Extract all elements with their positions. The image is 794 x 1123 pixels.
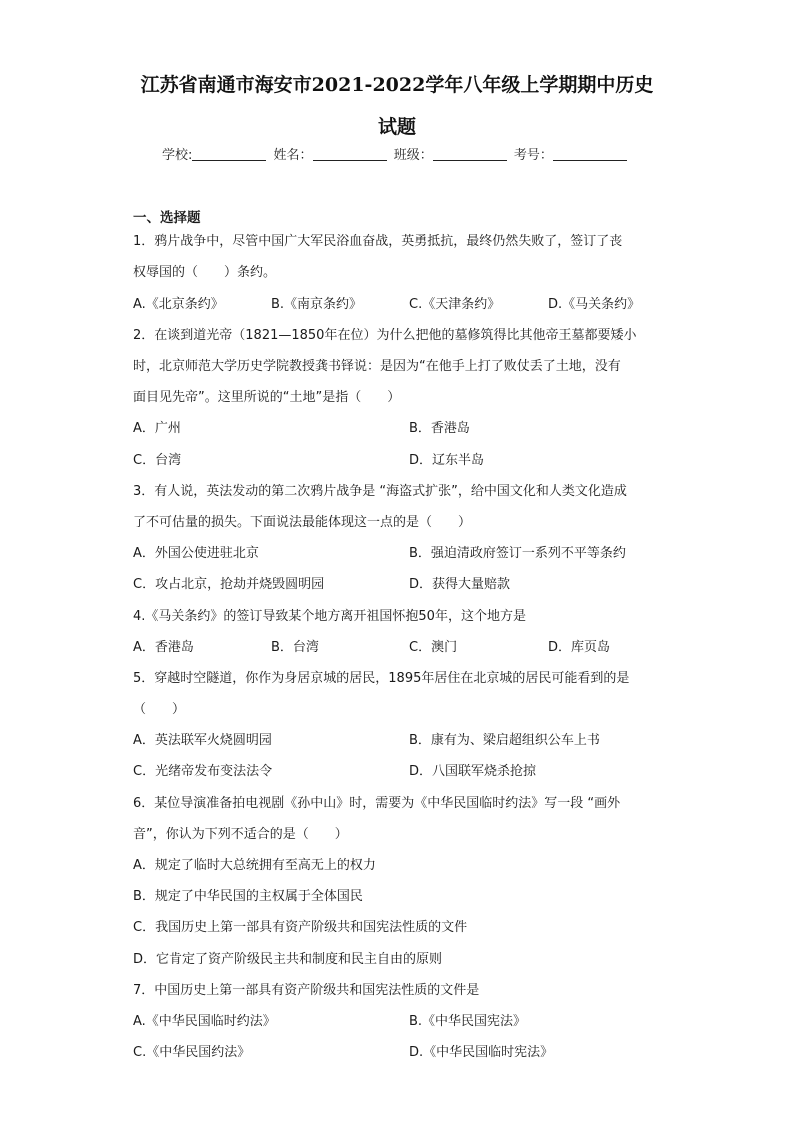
question-3-option-d: D．获得大量赔款 (409, 577, 511, 592)
question-6-option-b: B．规定了中华民国的主权属于全体国民 (133, 889, 363, 904)
exam-number-label: 考号： (513, 148, 553, 163)
student-info-row (162, 144, 630, 163)
question-6-line: 音”，你认为下列不适合的是（ ） (133, 827, 348, 842)
question-1-line: 1．鸦片战争中，尽管中国广大军民浴血奋战，英勇抵抗，最终仍然失败了，签订了丧 (133, 234, 623, 249)
question-5-option-b: B．康有为、梁启超组织公车上书 (409, 733, 600, 748)
question-3-option-a: A．外国公使进驻北京 (133, 546, 259, 561)
question-2-line: 面目见先帝”。这里所说的“土地”是指（ ） (133, 390, 401, 405)
question-6-option-a: A．规定了临时大总统拥有至高无上的权力 (133, 858, 376, 873)
question-4-option-c: C．澳门 (409, 640, 458, 655)
question-1-option-b: B.《南京条约》 (271, 297, 363, 312)
question-7-option-b: B.《中华民国宪法》 (409, 1014, 527, 1029)
class-label: 班级： (393, 148, 433, 163)
exam-title-line2: 试题 (377, 116, 416, 138)
question-1-option-c: C.《天津条约》 (409, 297, 501, 312)
exam-title-line1: 江苏省南通市海安市2021-2022学年八年级上学期期中历史 (140, 74, 654, 96)
question-7-option-a: A.《中华民国临时约法》 (133, 1014, 276, 1029)
question-5-line: 5．穿越时空隧道，你作为身居京城的居民，1895年居住在北京城的居民可能看到的是 (133, 671, 630, 686)
question-7-option-d: D.《中华民国临时宪法》 (409, 1045, 554, 1060)
question-3-line: 3．有人说，英法发动的第二次鸦片战争是 “海盗式扩张”，给中国文化和人类文化造成 (133, 484, 627, 499)
name-label: 姓名： (273, 148, 313, 163)
question-3-option-b: B．强迫清政府签订一系列不平等条约 (409, 546, 626, 561)
question-2-line: 2．在谈到道光帝（1821—1850年在位）为什么把他的墓修筑得比其他帝王墓都要矮小 (133, 328, 637, 343)
question-7-line: 7．中国历史上第一部具有资产阶级共和国宪法性质的文件是 (133, 983, 480, 998)
question-4-option-d: D．库页岛 (548, 640, 611, 655)
question-2-option-c: C．台湾 (133, 453, 182, 468)
question-6-option-d: D．它肯定了资产阶级民主共和制度和民主自由的原则 (133, 952, 443, 967)
question-5-option-a: A．英法联军火烧圆明园 (133, 733, 272, 748)
question-7-option-c: C.《中华民国约法》 (133, 1045, 251, 1060)
question-6-line: 6．某位导演准备拍电视剧《孙中山》时，需要为《中华民国临时约法》写一段 “画外 (133, 796, 621, 811)
question-2-option-b: B．香港岛 (409, 421, 470, 436)
question-2-line: 时，北京师范大学历史学院教授龚书铎说：是因为“在他手上打了败仗丢了土地，没有 (133, 359, 621, 374)
question-1-option-a: A.《北京条约》 (133, 297, 224, 312)
question-2-option-a: A．广州 (133, 421, 181, 436)
school-blank (192, 148, 266, 161)
question-5-option-d: D．八国联军烧杀抢掠 (409, 764, 537, 779)
question-4-line: 4.《马关条约》的签订导致某个地方离开祖国怀抱50年，这个地方是 (133, 609, 526, 624)
exam-number-blank (553, 148, 627, 161)
question-2-option-d: D．辽东半岛 (409, 453, 485, 468)
question-3-line: 了不可估量的损失。下面说法最能体现这一点的是（ ） (133, 515, 472, 530)
question-4-option-b: B．台湾 (271, 640, 319, 655)
question-3-option-c: C．攻占北京，抢劫并烧毁圆明园 (133, 577, 325, 592)
question-5-line: （ ） (133, 702, 186, 717)
section-title: 一、选择题 (133, 210, 201, 226)
name-blank (313, 148, 387, 161)
class-blank (433, 148, 507, 161)
question-5-option-c: C．光绪帝发布变法法令 (133, 764, 273, 779)
question-1-line: 权辱国的（ ）条约。 (133, 265, 277, 280)
school-label: 学校: (162, 148, 193, 163)
question-1-option-d: D.《马关条约》 (548, 297, 641, 312)
question-4-option-a: A．香港岛 (133, 640, 194, 655)
question-6-option-c: C．我国历史上第一部具有资产阶级共和国宪法性质的文件 (133, 920, 468, 935)
